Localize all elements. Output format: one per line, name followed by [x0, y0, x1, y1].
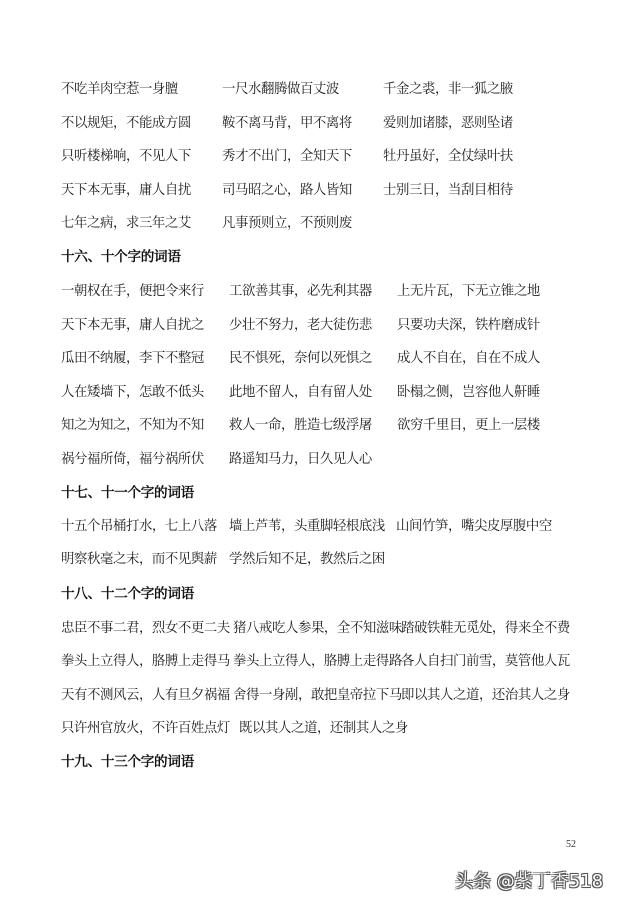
phrase: 踏破铁鞋无觅处，得来全不费	[401, 621, 570, 636]
phrase: 学然后知不足，教然后之困	[229, 552, 385, 567]
phrase: 路遥知马力，日久见人心	[229, 452, 372, 467]
phrase: 七年之病，求三年之艾	[61, 216, 191, 231]
phrase: 拳头上立得人，胳膊上走得马	[61, 654, 230, 669]
phrase: 十五个吊桶打水，七上八落	[61, 519, 217, 534]
phrase: 此地不留人，自有留人处	[229, 385, 372, 400]
phrase-row	[0, 652, 640, 672]
phrase-row	[0, 416, 640, 436]
phrase: 即以其人之道，还治其人之身	[401, 688, 570, 703]
phrase: 工欲善其事，必先利其器	[229, 284, 372, 299]
phrase: 民不惧死，奈何以死惧之	[229, 351, 372, 366]
phrase-row	[0, 181, 640, 201]
phrase: 一朝权在手，便把令来行	[61, 284, 204, 299]
phrase: 知之为知之，不知为不知	[61, 418, 204, 433]
phrase: 各人自扫门前雪，莫管他人瓦	[401, 654, 570, 669]
phrase: 瓜田不纳履，李下不整冠	[61, 351, 204, 366]
phrase: 人在矮墙下，怎敢不低头	[61, 385, 204, 400]
phrase: 欲穷千里目，更上一层楼	[397, 418, 540, 433]
phrase: 不吃羊肉空惹一身膻	[61, 82, 178, 97]
phrase: 拳头上立得人，胳膊上走得路	[233, 654, 402, 669]
section-heading-17: 十七、十一个字的词语	[61, 485, 194, 501]
phrase: 士别三日，当刮目相待	[383, 183, 513, 198]
phrase-row	[0, 114, 640, 134]
phrase-row	[0, 517, 640, 537]
phrase: 猪八戒吃人参果，全不知滋味	[233, 621, 402, 636]
phrase-row	[0, 80, 640, 100]
phrase: 千金之裘，非一狐之腋	[383, 82, 513, 97]
phrase: 墙上芦苇，头重脚轻根底浅	[229, 519, 385, 534]
phrase: 秀才不出门，全知天下	[222, 149, 352, 164]
phrase: 上无片瓦，下无立锥之地	[397, 284, 540, 299]
phrase: 只听楼梯响，不见人下	[61, 149, 191, 164]
phrase-row	[0, 282, 640, 302]
phrase-row	[0, 450, 640, 470]
phrase: 不以规矩，不能成方圆	[61, 116, 191, 131]
section-heading-19: 十九、十三个字的词语	[61, 754, 194, 770]
phrase: 救人一命，胜造七级浮屠	[229, 418, 372, 433]
phrase: 爱则加诸膝，恶则坠诸	[383, 116, 513, 131]
phrase-row	[0, 383, 640, 403]
phrase: 卧榻之侧，岂容他人鼾睡	[397, 385, 540, 400]
watermark: 头条 @紫丁香518	[455, 871, 604, 892]
phrase-row	[0, 550, 640, 570]
phrase: 司马昭之心，路人皆知	[222, 183, 352, 198]
phrase: 山间竹笋，嘴尖皮厚腹中空	[396, 519, 552, 534]
phrase-row	[0, 316, 640, 336]
phrase: 成人不自在，自在不成人	[397, 351, 540, 366]
phrase: 只要功夫深，铁杵磨成针	[397, 318, 540, 333]
phrase: 忠臣不事二君，烈女不更二夫	[61, 621, 230, 636]
phrase-row	[0, 214, 640, 234]
phrase-row	[0, 686, 640, 706]
phrase: 只许州官放火，不许百姓点灯	[61, 721, 230, 736]
phrase: 鞍不离马背，甲不离将	[222, 116, 352, 131]
phrase: 少壮不努力，老大徒伤悲	[229, 318, 372, 333]
phrase-row	[0, 349, 640, 369]
phrase-row	[0, 147, 640, 167]
phrase: 天下本无事，庸人自扰之	[61, 318, 204, 333]
phrase: 祸兮福所倚，福兮祸所伏	[61, 452, 204, 467]
phrase: 明察秋毫之末，而不见舆薪	[61, 552, 217, 567]
phrase-row	[0, 619, 640, 639]
phrase: 天下本无事，庸人自扰	[61, 183, 191, 198]
phrase: 既以其人之道，还制其人之身	[239, 721, 408, 736]
phrase: 凡事预则立，不预则废	[222, 216, 352, 231]
section-heading-18: 十八、十二个字的词语	[61, 586, 194, 602]
phrase: 一尺水翻腾做百丈波	[222, 82, 339, 97]
page-number: 52	[566, 839, 576, 850]
phrase-row	[0, 719, 640, 739]
phrase: 舍得一身剐，敢把皇帝拉下马	[233, 688, 402, 703]
section-heading-16: 十六、十个字的词语	[61, 249, 181, 265]
phrase: 牡丹虽好，全仗绿叶扶	[383, 149, 513, 164]
phrase: 天有不测风云，人有旦夕祸福	[61, 688, 230, 703]
